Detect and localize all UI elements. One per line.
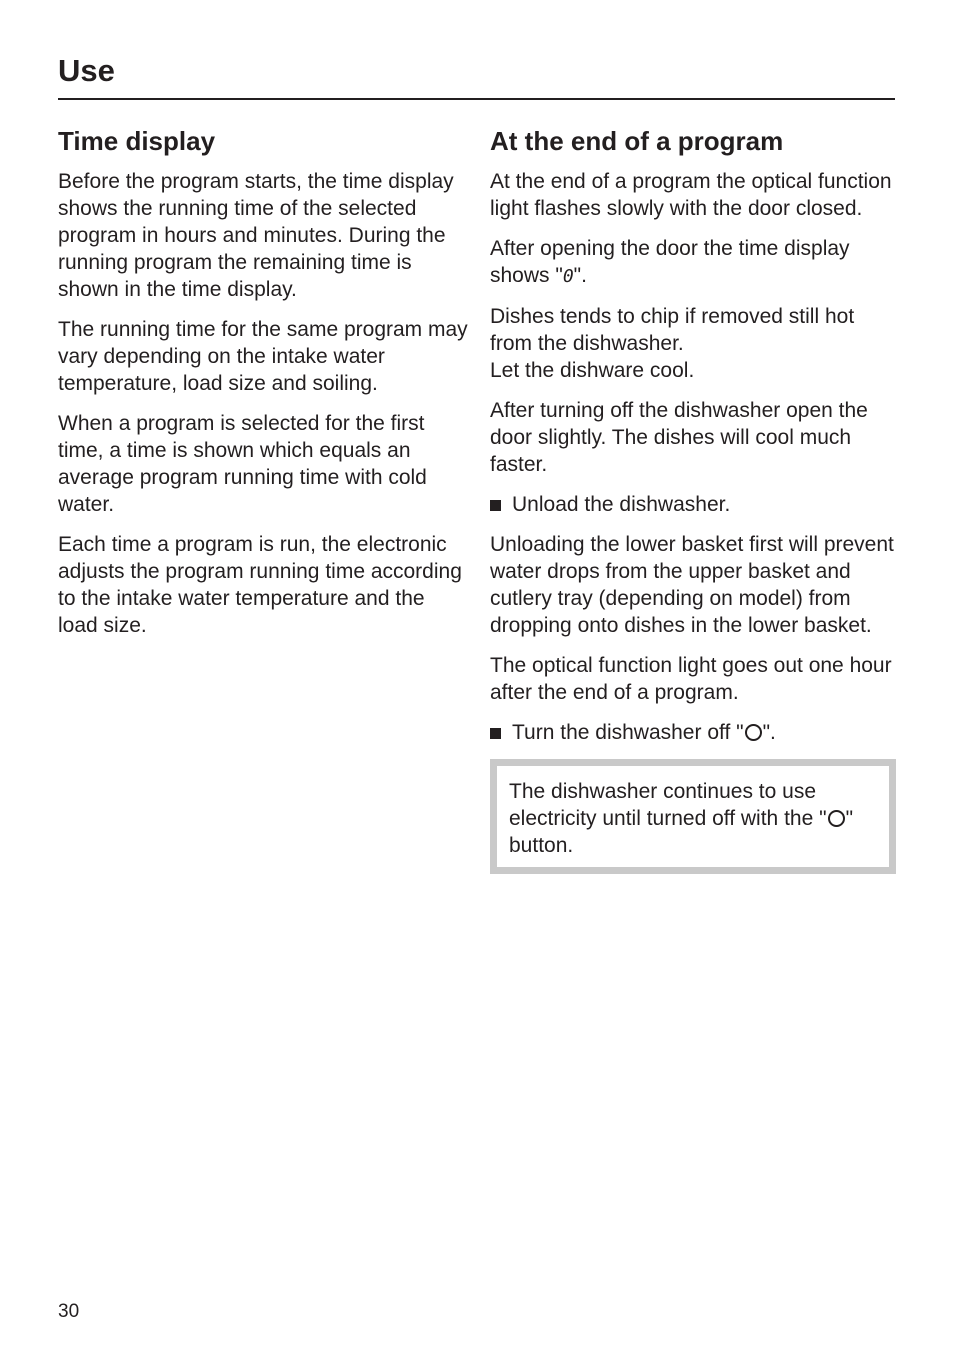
text-segment: ". bbox=[573, 264, 587, 287]
paragraph: The running time for the same program may vary depending on the intake water temperature, load size and soiling. bbox=[58, 318, 468, 395]
square-bullet-icon bbox=[490, 500, 501, 511]
text-line: Dishes tends to chip if removed still hot from the dishwasher. bbox=[490, 305, 855, 355]
paragraph bbox=[490, 303, 896, 384]
power-circle-icon bbox=[828, 810, 845, 827]
text-segment: After opening the door the time display shows " bbox=[490, 237, 850, 287]
bullet-text: Unload the dishwasher. bbox=[512, 493, 731, 516]
display-zero-symbol: 0 bbox=[562, 266, 574, 287]
bullet-text: ". bbox=[762, 721, 776, 744]
page-title: Use bbox=[58, 53, 115, 88]
section-heading-time-display: Time display bbox=[58, 126, 216, 156]
paragraph: Each time a program is run, the electronic adjusts the program running time according to the intake water temperature and the load size. bbox=[58, 533, 462, 637]
time-display-section bbox=[58, 122, 468, 652]
paragraph: The optical function light goes out one hour after the end of a program. bbox=[490, 654, 892, 704]
power-circle-icon bbox=[745, 724, 762, 741]
paragraph: After turning off the dishwasher open the door slightly. The dishes will cool much faster. bbox=[490, 399, 868, 476]
text-segment: The dishwasher continues to use electricity until turned off with the " bbox=[509, 780, 827, 830]
paragraph: Unloading the lower basket first will prevent water drops from the upper basket and cutlery tray (depending on model) from dropping onto dishes in the lower basket. bbox=[490, 533, 894, 637]
section-heading-end-of-program: At the end of a program bbox=[490, 126, 784, 156]
paragraph-door-display bbox=[490, 235, 896, 290]
end-of-program-section bbox=[490, 122, 896, 874]
text-line: Let the dishware cool. bbox=[490, 359, 695, 382]
instruction-bullet bbox=[490, 719, 896, 746]
paragraph: At the end of a program the optical function light flashes slowly with the door closed. bbox=[490, 170, 892, 220]
note-text bbox=[509, 778, 877, 859]
page-number: 30 bbox=[58, 1301, 80, 1322]
paragraph: When a program is selected for the first time, a time is shown which equals an average program running time with cold water. bbox=[58, 412, 427, 516]
square-bullet-icon bbox=[490, 728, 501, 739]
note-box bbox=[490, 759, 896, 874]
bullet-text: Turn the dishwasher off " bbox=[512, 721, 744, 744]
text-segment: " button. bbox=[509, 807, 854, 857]
title-divider bbox=[58, 98, 895, 100]
instruction-bullet bbox=[490, 491, 896, 518]
paragraph: Before the program starts, the time display shows the running time of the selected program in hours and minutes. During the running program the remaining time is shown in the time display. bbox=[58, 170, 454, 301]
